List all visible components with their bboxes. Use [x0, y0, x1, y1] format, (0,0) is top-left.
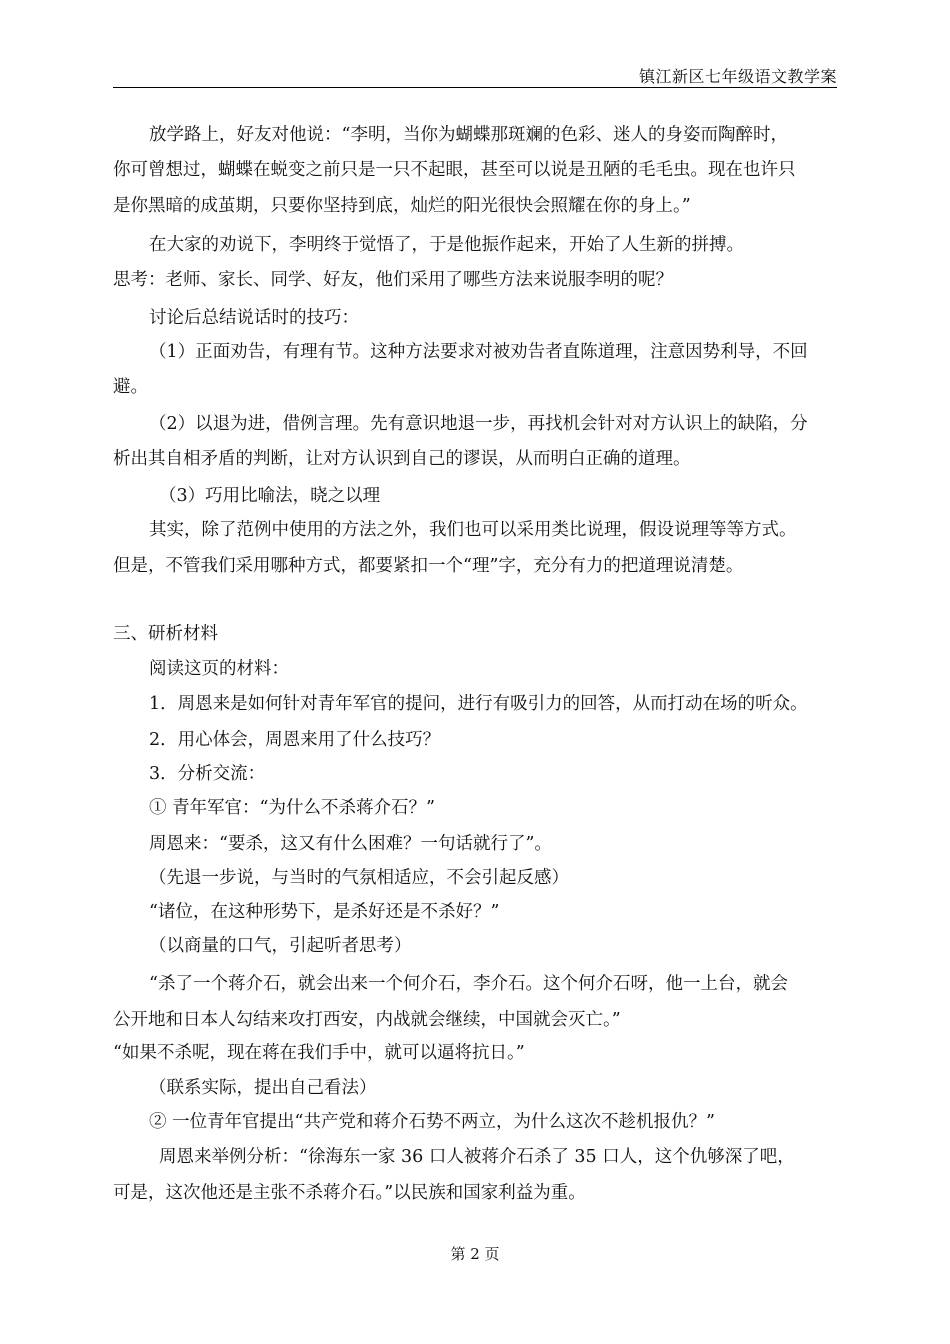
- paragraph-line: （联系实际，提出自己看法）: [149, 1078, 377, 1098]
- paragraph-line: 公开地和日本人勾结来攻打西安，内战就会继续，中国就会灭亡。”: [113, 1010, 621, 1030]
- paragraph-line: （先退一步说，与当时的气氛相适应，不会引起反感）: [149, 868, 569, 888]
- list-item: 3．分析交流：: [149, 764, 266, 784]
- paragraph-line: 阅读这页的材料：: [149, 659, 289, 679]
- paragraph-line: 其实，除了范例中使用的方法之外，我们也可以采用类比说理，假设说理等等方式。: [149, 520, 797, 540]
- paragraph-line: ① 青年军官：“为什么不杀蒋介石？”: [149, 798, 435, 818]
- paragraph-line: 但是，不管我们采用哪种方式，都要紧扣一个“理”字，充分有力的把道理说清楚。: [113, 556, 744, 576]
- paragraph-line: 周恩来：“要杀，这又有什么困难？一句话就行了”。: [149, 834, 552, 854]
- list-item: 1．周恩来是如何针对青年军官的提问，进行有吸引力的回答，从而打动在场的听众。: [149, 694, 808, 714]
- paragraph-line: （3）巧用比喻法，晓之以理: [159, 486, 381, 506]
- paragraph-line: 你可曾想过，蝴蝶在蜕变之前只是一只不起眼，甚至可以说是丑陋的毛毛虫。现在也许只: [113, 160, 796, 180]
- paragraph-line: 思考：老师、家长、同学、好友，他们采用了哪些方法来说服李明的呢？: [113, 270, 673, 290]
- paragraph-line: （2）以退为进，借例言理。先有意识地退一步，再找机会针对对方认识上的缺陷，分: [149, 414, 808, 434]
- page-number: 第 2 页: [450, 1245, 500, 1263]
- paragraph-line: “杀了一个蒋介石，就会出来一个何介石，李介石。这个何介石呀，他一上台，就会: [149, 974, 788, 994]
- paragraph-line: （1）正面劝告，有理有节。这种方法要求对被劝告者直陈道理，注意因势利导，不回: [149, 342, 808, 362]
- paragraph-line: “诸位，在这种形势下，是杀好还是不杀好？”: [149, 902, 500, 922]
- header-title: 镇江新区七年级语文教学案: [638, 67, 837, 86]
- paragraph-line: 讨论后总结说话时的技巧：: [149, 308, 359, 328]
- paragraph-line: “如果不杀呢，现在蒋在我们手中，就可以逼将抗日。”: [113, 1043, 525, 1063]
- header-rule: [113, 87, 837, 88]
- section-heading: 三、研析材料: [113, 624, 218, 644]
- list-item: 2．用心体会，周恩来用了什么技巧？: [149, 730, 441, 750]
- paragraph-line: （以商量的口气，引起听者思考）: [149, 936, 412, 956]
- paragraph-line: 周恩来举例分析：“徐海东一家 36 口人被蒋介石杀了 35 口人，这个仇够深了吧，: [159, 1147, 795, 1167]
- paragraph-line: 析出其自相矛盾的判断，让对方认识到自己的谬误，从而明白正确的道理。: [113, 449, 691, 469]
- paragraph-line: 避。: [113, 377, 148, 397]
- paragraph-line: 放学路上，好友对他说：“李明，当你为蝴蝶那斑斓的色彩、迷人的身姿而陶醉时，: [149, 125, 788, 145]
- page-header: [113, 62, 837, 88]
- paragraph-line: 可是，这次他还是主张不杀蒋介石。”以民族和国家利益为重。: [113, 1183, 586, 1203]
- paragraph-line: ② 一位青年官提出“共产党和蒋介石势不两立，为什么这次不趁机报仇？”: [149, 1112, 715, 1132]
- paragraph-line: 在大家的劝说下，李明终于觉悟了，于是他振作起来，开始了人生新的拼搏。: [149, 235, 744, 255]
- paragraph-line: 是你黑暗的成茧期，只要你坚持到底，灿烂的阳光很快会照耀在你的身上。”: [113, 196, 691, 216]
